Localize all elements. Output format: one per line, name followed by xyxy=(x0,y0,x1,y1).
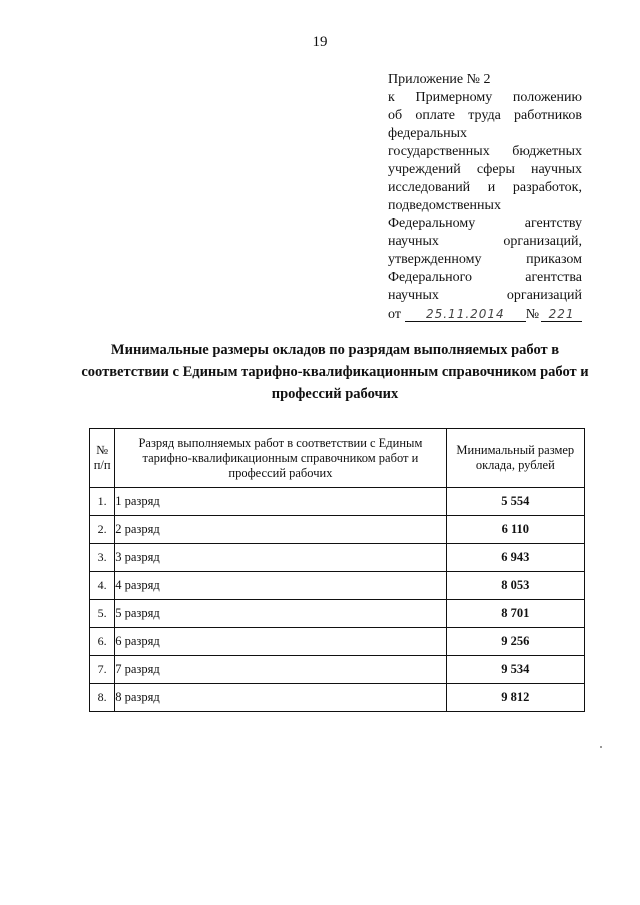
appendix-line: государственных бюджетных xyxy=(388,144,582,159)
row-number: 3. xyxy=(90,544,115,572)
row-salary: 6 943 xyxy=(446,544,584,572)
order-reference xyxy=(388,306,582,324)
appendix-title: Приложение № 2 xyxy=(388,72,491,87)
number-prefix: № xyxy=(525,307,540,322)
row-salary: 8 053 xyxy=(446,572,584,600)
appendix-line: научных организаций, xyxy=(388,234,582,249)
row-number: 7. xyxy=(90,656,115,684)
row-salary: 8 701 xyxy=(446,600,584,628)
header-number: № п/п xyxy=(90,429,115,488)
scan-artifact xyxy=(600,746,602,748)
appendix-block xyxy=(388,71,582,324)
row-grade: 4 разряд xyxy=(115,572,446,600)
row-number: 5. xyxy=(90,600,115,628)
appendix-line: к Примерному положению xyxy=(388,90,582,105)
order-date: 25.11.2014 xyxy=(405,307,526,322)
date-prefix: от xyxy=(388,307,401,322)
document-heading: Минимальные размеры окладов по разрядам выполняемых работ в соответствии с Единым тарифно-квалификационным справочником работ и профессий рабочих xyxy=(81,342,589,402)
appendix-line: утвержденному приказом xyxy=(388,252,582,267)
row-grade: 8 разряд xyxy=(115,684,446,712)
appendix-line: об оплате труда работников xyxy=(388,108,582,123)
table-row xyxy=(90,572,585,600)
row-salary: 9 812 xyxy=(446,684,584,712)
appendix-line: Федерального агентства xyxy=(388,270,582,285)
row-number: 2. xyxy=(90,516,115,544)
row-salary: 5 554 xyxy=(446,488,584,516)
page-number: 19 xyxy=(312,34,328,50)
table-row xyxy=(90,684,585,712)
row-grade: 2 разряд xyxy=(115,516,446,544)
row-grade: 3 разряд xyxy=(115,544,446,572)
appendix-line: федеральных xyxy=(388,126,468,141)
row-grade: 1 разряд xyxy=(115,488,446,516)
table-row xyxy=(90,656,585,684)
table-row xyxy=(90,628,585,656)
table-row xyxy=(90,544,585,572)
appendix-line: исследований и разработок, xyxy=(388,180,582,195)
table-row xyxy=(90,488,585,516)
salary-table xyxy=(89,428,585,712)
row-salary: 6 110 xyxy=(446,516,584,544)
table-row xyxy=(90,516,585,544)
row-grade: 7 разряд xyxy=(115,656,446,684)
row-grade: 6 разряд xyxy=(115,628,446,656)
appendix-line: научных организаций xyxy=(388,288,582,303)
row-number: 8. xyxy=(90,684,115,712)
row-number: 6. xyxy=(90,628,115,656)
row-grade: 5 разряд xyxy=(115,600,446,628)
row-number: 1. xyxy=(90,488,115,516)
header-salary: Минимальный размер оклада, рублей xyxy=(446,429,584,488)
row-salary: 9 534 xyxy=(446,656,584,684)
table-header-row xyxy=(90,429,585,488)
appendix-line: Федеральному агентству xyxy=(388,216,582,231)
table-row xyxy=(90,600,585,628)
row-number: 4. xyxy=(90,572,115,600)
order-number: 221 xyxy=(541,307,582,322)
row-salary: 9 256 xyxy=(446,628,584,656)
appendix-line: подведомственных xyxy=(388,198,501,213)
appendix-line: учреждений сферы научных xyxy=(388,162,582,177)
header-grade: Разряд выполняемых работ в соответствии с Единым тарифно-квалификационным справочником работ и профессий рабочих xyxy=(115,429,446,488)
